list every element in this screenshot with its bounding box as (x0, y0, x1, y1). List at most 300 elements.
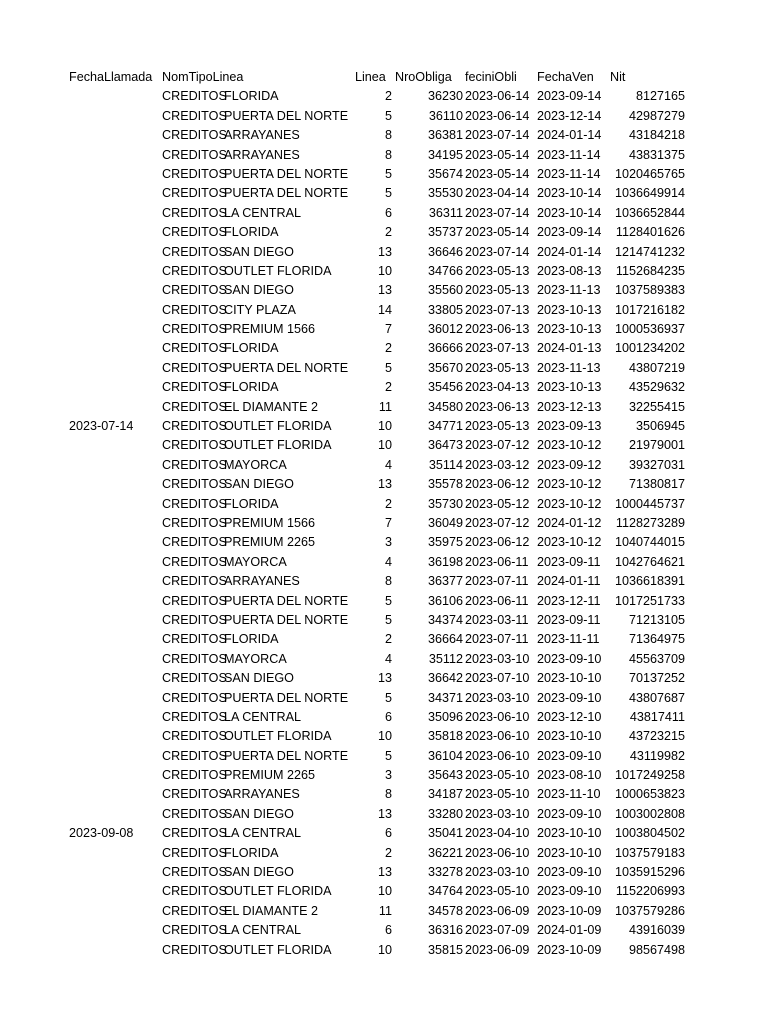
cell-fecini-obli[interactable]: 2023-07-11 (465, 574, 529, 589)
cell-tipo[interactable]: CREDITOS (162, 205, 227, 220)
cell-fecha-ven[interactable]: 2023-09-10 (537, 865, 602, 880)
cell-tipo[interactable]: CREDITOS (162, 438, 227, 453)
cell-nro-obliga[interactable]: 34371 (427, 690, 463, 705)
cell-fecini-obli[interactable]: 2023-05-10 (465, 787, 530, 802)
cell-nit[interactable]: 1214741232 (614, 244, 685, 259)
cell-nombre-linea[interactable]: MAYORCA (224, 554, 287, 569)
cell-fecha-ven[interactable]: 2023-10-14 (537, 205, 602, 220)
cell-linea[interactable]: 5 (384, 748, 392, 763)
cell-tipo[interactable]: CREDITOS (162, 263, 227, 278)
cell-tipo[interactable]: CREDITOS (162, 612, 227, 627)
cell-linea[interactable]: 4 (384, 651, 392, 666)
cell-fecini-obli[interactable]: 2023-04-14 (465, 186, 530, 201)
cell-fecini-obli[interactable]: 2023-03-10 (465, 651, 530, 666)
cell-nro-obliga[interactable]: 36106 (427, 593, 463, 608)
cell-linea[interactable]: 7 (384, 515, 392, 530)
cell-linea[interactable]: 5 (384, 593, 392, 608)
cell-fecha-ven[interactable]: 2024-01-13 (537, 341, 602, 356)
cell-nro-obliga[interactable]: 33280 (427, 806, 463, 821)
cell-tipo[interactable]: CREDITOS (162, 186, 227, 201)
cell-tipo[interactable]: CREDITOS (162, 322, 227, 337)
cell-fecha-ven[interactable]: 2023-09-14 (537, 225, 602, 240)
cell-fecha-ven[interactable]: 2023-11-10 (537, 787, 601, 802)
cell-nombre-linea[interactable]: SAN DIEGO (224, 244, 294, 259)
cell-fecha-ven[interactable]: 2023-11-11 (537, 632, 600, 647)
cell-fecha-ven[interactable]: 2023-10-12 (537, 477, 602, 492)
cell-fecha-ven[interactable]: 2023-09-14 (537, 89, 602, 104)
cell-nro-obliga[interactable]: 36221 (427, 845, 463, 860)
cell-linea[interactable]: 10 (377, 729, 392, 744)
header-fecini-obli[interactable]: feciniObli (465, 70, 517, 84)
cell-nombre-linea[interactable]: PREMIUM 2265 (224, 768, 315, 783)
cell-fecha-ven[interactable]: 2023-12-11 (537, 593, 601, 608)
cell-tipo[interactable]: CREDITOS (162, 225, 227, 240)
cell-linea[interactable]: 10 (377, 438, 392, 453)
cell-nro-obliga[interactable]: 36198 (427, 554, 463, 569)
cell-nro-obliga[interactable]: 36110 (428, 108, 463, 123)
cell-nombre-linea[interactable]: SAN DIEGO (224, 806, 294, 821)
cell-nit[interactable]: 43807219 (628, 360, 685, 375)
cell-fecini-obli[interactable]: 2023-03-11 (465, 612, 529, 627)
cell-fecini-obli[interactable]: 2023-06-12 (465, 535, 530, 550)
cell-linea[interactable]: 5 (384, 690, 392, 705)
cell-nit[interactable]: 1042764621 (614, 554, 685, 569)
cell-fecini-obli[interactable]: 2023-06-14 (465, 108, 530, 123)
cell-linea[interactable]: 4 (384, 457, 392, 472)
cell-fecha-ven[interactable]: 2024-01-12 (537, 515, 602, 530)
cell-nit[interactable]: 43529632 (628, 380, 685, 395)
cell-nombre-linea[interactable]: PREMIUM 1566 (224, 322, 315, 337)
cell-fecini-obli[interactable]: 2023-07-13 (465, 302, 530, 317)
cell-nombre-linea[interactable]: CITY PLAZA (224, 302, 296, 317)
cell-fecha-ven[interactable]: 2023-09-13 (537, 419, 602, 434)
cell-nombre-linea[interactable]: SAN DIEGO (224, 671, 294, 686)
cell-linea[interactable]: 13 (377, 806, 392, 821)
cell-linea[interactable]: 7 (384, 322, 392, 337)
cell-nombre-linea[interactable]: FLORIDA (224, 225, 279, 240)
cell-nombre-linea[interactable]: PUERTA DEL NORTE (224, 108, 349, 123)
cell-nit[interactable]: 1000653823 (614, 787, 685, 802)
cell-fecini-obli[interactable]: 2023-05-13 (465, 360, 530, 375)
cell-fecini-obli[interactable]: 2023-06-10 (465, 709, 530, 724)
cell-nro-obliga[interactable]: 34578 (427, 903, 463, 918)
cell-fecha-ven[interactable]: 2023-09-10 (537, 651, 602, 666)
cell-linea[interactable]: 8 (384, 574, 392, 589)
cell-nro-obliga[interactable]: 35815 (427, 942, 463, 957)
cell-nro-obliga[interactable]: 35114 (428, 457, 463, 472)
cell-nit[interactable]: 1037579183 (614, 845, 685, 860)
cell-nro-obliga[interactable]: 36316 (427, 923, 463, 938)
cell-tipo[interactable]: CREDITOS (162, 341, 227, 356)
cell-fecini-obli[interactable]: 2023-06-12 (465, 477, 530, 492)
cell-fecha-llamada[interactable]: 2023-09-08 (69, 826, 134, 841)
header-fecha-ven[interactable]: FechaVen (537, 70, 594, 84)
cell-nombre-linea[interactable]: FLORIDA (224, 89, 279, 104)
cell-nit[interactable]: 1003002808 (614, 806, 685, 821)
cell-fecini-obli[interactable]: 2023-06-09 (465, 903, 530, 918)
cell-nit[interactable]: 45563709 (628, 651, 685, 666)
cell-nit[interactable]: 71380817 (628, 477, 685, 492)
cell-fecha-ven[interactable]: 2023-08-10 (537, 768, 602, 783)
cell-nombre-linea[interactable]: FLORIDA (224, 496, 279, 511)
cell-nombre-linea[interactable]: PUERTA DEL NORTE (224, 166, 349, 181)
cell-nro-obliga[interactable]: 35041 (427, 826, 463, 841)
cell-fecini-obli[interactable]: 2023-07-10 (465, 671, 530, 686)
cell-nombre-linea[interactable]: PUERTA DEL NORTE (224, 593, 349, 608)
cell-fecini-obli[interactable]: 2023-05-13 (465, 283, 530, 298)
cell-linea[interactable]: 2 (384, 496, 392, 511)
cell-nit[interactable]: 1003804502 (614, 826, 685, 841)
cell-tipo[interactable]: CREDITOS (162, 283, 227, 298)
cell-fecha-ven[interactable]: 2023-10-12 (537, 535, 602, 550)
cell-fecini-obli[interactable]: 2023-07-13 (465, 341, 530, 356)
cell-linea[interactable]: 2 (384, 89, 392, 104)
cell-tipo[interactable]: CREDITOS (162, 865, 227, 880)
cell-fecha-ven[interactable]: 2023-10-10 (537, 729, 602, 744)
cell-fecini-obli[interactable]: 2023-06-13 (465, 399, 530, 414)
cell-nro-obliga[interactable]: 36642 (427, 671, 463, 686)
cell-nit[interactable]: 21979001 (628, 438, 685, 453)
cell-nit[interactable]: 43817411 (629, 709, 685, 724)
cell-fecha-ven[interactable]: 2024-01-09 (537, 923, 602, 938)
cell-fecini-obli[interactable]: 2023-06-10 (465, 729, 530, 744)
cell-nit[interactable]: 43119982 (629, 748, 685, 763)
header-nit[interactable]: Nit (610, 70, 626, 84)
cell-fecha-ven[interactable]: 2023-12-10 (537, 709, 602, 724)
cell-fecini-obli[interactable]: 2023-06-11 (465, 554, 529, 569)
cell-nit[interactable]: 98567498 (628, 942, 685, 957)
cell-nombre-linea[interactable]: FLORIDA (224, 845, 279, 860)
cell-tipo[interactable]: CREDITOS (162, 671, 227, 686)
cell-fecini-obli[interactable]: 2023-03-10 (465, 865, 530, 880)
cell-tipo[interactable]: CREDITOS (162, 419, 227, 434)
cell-linea[interactable]: 2 (384, 632, 392, 647)
cell-tipo[interactable]: CREDITOS (162, 748, 227, 763)
cell-nit[interactable]: 1017251733 (614, 593, 685, 608)
cell-nombre-linea[interactable]: EL DIAMANTE 2 (224, 399, 319, 414)
cell-fecha-ven[interactable]: 2023-12-13 (537, 399, 602, 414)
cell-nombre-linea[interactable]: MAYORCA (224, 651, 287, 666)
cell-fecha-ven[interactable]: 2023-10-09 (537, 903, 602, 918)
cell-tipo[interactable]: CREDITOS (162, 884, 227, 899)
cell-tipo[interactable]: CREDITOS (162, 593, 227, 608)
cell-fecini-obli[interactable]: 2023-03-12 (465, 457, 530, 472)
cell-linea[interactable]: 6 (384, 923, 392, 938)
cell-nro-obliga[interactable]: 35818 (427, 729, 463, 744)
cell-tipo[interactable]: CREDITOS (162, 166, 227, 181)
cell-nombre-linea[interactable]: OUTLET FLORIDA (224, 942, 332, 957)
cell-linea[interactable]: 4 (384, 554, 392, 569)
cell-nro-obliga[interactable]: 36473 (427, 438, 463, 453)
cell-tipo[interactable]: CREDITOS (162, 729, 227, 744)
cell-fecha-ven[interactable]: 2024-01-14 (537, 244, 602, 259)
cell-nit[interactable]: 71364975 (628, 632, 685, 647)
cell-nit[interactable]: 3506945 (635, 419, 685, 434)
cell-fecini-obli[interactable]: 2023-07-14 (465, 128, 530, 143)
cell-nit[interactable]: 43831375 (628, 147, 685, 162)
cell-nit[interactable]: 1036652844 (614, 205, 685, 220)
cell-nombre-linea[interactable]: SAN DIEGO (224, 283, 294, 298)
cell-fecha-ven[interactable]: 2023-08-13 (537, 263, 602, 278)
cell-nombre-linea[interactable]: FLORIDA (224, 380, 279, 395)
cell-nombre-linea[interactable]: LA CENTRAL (224, 923, 301, 938)
cell-linea[interactable]: 2 (384, 845, 392, 860)
cell-nro-obliga[interactable]: 35112 (428, 651, 463, 666)
cell-fecha-ven[interactable]: 2024-01-14 (537, 128, 602, 143)
cell-nombre-linea[interactable]: PUERTA DEL NORTE (224, 360, 349, 375)
cell-fecha-ven[interactable]: 2023-10-13 (537, 322, 602, 337)
cell-nro-obliga[interactable]: 35643 (427, 768, 463, 783)
cell-nit[interactable]: 1020465765 (614, 166, 685, 181)
cell-tipo[interactable]: CREDITOS (162, 244, 227, 259)
cell-tipo[interactable]: CREDITOS (162, 302, 227, 317)
cell-nit[interactable]: 71213105 (628, 612, 685, 627)
cell-fecini-obli[interactable]: 2023-05-10 (465, 884, 530, 899)
cell-nro-obliga[interactable]: 35456 (427, 380, 463, 395)
cell-fecini-obli[interactable]: 2023-05-10 (465, 768, 530, 783)
cell-nro-obliga[interactable]: 36377 (427, 574, 463, 589)
cell-linea[interactable]: 13 (377, 283, 392, 298)
header-nom-tipo-linea[interactable]: NomTipoLinea (162, 70, 244, 84)
cell-fecha-ven[interactable]: 2023-09-10 (537, 884, 602, 899)
cell-nit[interactable]: 43916039 (628, 923, 685, 938)
cell-linea[interactable]: 10 (377, 263, 392, 278)
cell-fecha-ven[interactable]: 2023-11-13 (537, 283, 601, 298)
cell-nit[interactable]: 1036618391 (614, 574, 685, 589)
cell-fecini-obli[interactable]: 2023-03-10 (465, 690, 530, 705)
cell-tipo[interactable]: CREDITOS (162, 380, 227, 395)
cell-tipo[interactable]: CREDITOS (162, 845, 227, 860)
cell-fecini-obli[interactable]: 2023-06-10 (465, 845, 530, 860)
cell-linea[interactable]: 11 (378, 903, 392, 918)
cell-nit[interactable]: 1035915296 (614, 865, 685, 880)
cell-nit[interactable]: 1037579286 (614, 903, 685, 918)
cell-nombre-linea[interactable]: OUTLET FLORIDA (224, 884, 332, 899)
cell-fecha-ven[interactable]: 2024-01-11 (537, 574, 601, 589)
cell-nit[interactable]: 1037589383 (614, 283, 685, 298)
cell-nombre-linea[interactable]: PREMIUM 2265 (224, 535, 315, 550)
cell-fecha-ven[interactable]: 2023-09-10 (537, 806, 602, 821)
cell-linea[interactable]: 5 (384, 612, 392, 627)
cell-nro-obliga[interactable]: 34766 (427, 263, 463, 278)
cell-nro-obliga[interactable]: 33278 (427, 865, 463, 880)
cell-nro-obliga[interactable]: 35737 (427, 225, 463, 240)
cell-nro-obliga[interactable]: 34187 (427, 787, 463, 802)
cell-nombre-linea[interactable]: FLORIDA (224, 341, 279, 356)
cell-fecha-ven[interactable]: 2023-10-12 (537, 496, 602, 511)
cell-fecini-obli[interactable]: 2023-05-14 (465, 225, 530, 240)
cell-nombre-linea[interactable]: ARRAYANES (224, 574, 300, 589)
cell-fecini-obli[interactable]: 2023-07-12 (465, 515, 530, 530)
cell-nit[interactable]: 1040744015 (614, 535, 685, 550)
cell-nit[interactable]: 43184218 (628, 128, 685, 143)
cell-fecini-obli[interactable]: 2023-04-13 (465, 380, 530, 395)
cell-fecha-ven[interactable]: 2023-10-13 (537, 380, 602, 395)
cell-nombre-linea[interactable]: ARRAYANES (224, 787, 300, 802)
cell-tipo[interactable]: CREDITOS (162, 108, 227, 123)
cell-tipo[interactable]: CREDITOS (162, 806, 227, 821)
cell-tipo[interactable]: CREDITOS (162, 709, 227, 724)
cell-tipo[interactable]: CREDITOS (162, 554, 227, 569)
cell-tipo[interactable]: CREDITOS (162, 399, 227, 414)
cell-linea[interactable]: 2 (384, 380, 392, 395)
cell-fecini-obli[interactable]: 2023-05-14 (465, 147, 530, 162)
cell-tipo[interactable]: CREDITOS (162, 768, 227, 783)
cell-nombre-linea[interactable]: FLORIDA (224, 632, 279, 647)
cell-tipo[interactable]: CREDITOS (162, 903, 227, 918)
cell-nro-obliga[interactable]: 33805 (427, 302, 463, 317)
cell-linea[interactable]: 13 (377, 477, 392, 492)
cell-linea[interactable]: 6 (384, 709, 392, 724)
cell-nro-obliga[interactable]: 35975 (427, 535, 463, 550)
cell-linea[interactable]: 5 (384, 360, 392, 375)
cell-fecini-obli[interactable]: 2023-05-12 (465, 496, 530, 511)
cell-fecha-ven[interactable]: 2023-09-12 (537, 457, 602, 472)
cell-nombre-linea[interactable]: PREMIUM 1566 (224, 515, 315, 530)
cell-nro-obliga[interactable]: 34195 (427, 147, 463, 162)
cell-tipo[interactable]: CREDITOS (162, 942, 227, 957)
cell-fecha-ven[interactable]: 2023-11-14 (537, 147, 601, 162)
cell-fecha-ven[interactable]: 2023-10-14 (537, 186, 602, 201)
cell-tipo[interactable]: CREDITOS (162, 360, 227, 375)
cell-nombre-linea[interactable]: MAYORCA (224, 457, 287, 472)
cell-nit[interactable]: 1017216182 (614, 302, 685, 317)
cell-nombre-linea[interactable]: ARRAYANES (224, 147, 300, 162)
cell-nro-obliga[interactable]: 36664 (427, 632, 463, 647)
cell-nro-obliga[interactable]: 35670 (427, 360, 463, 375)
cell-fecha-llamada[interactable]: 2023-07-14 (69, 419, 134, 434)
cell-linea[interactable]: 10 (377, 942, 392, 957)
cell-nro-obliga[interactable]: 36230 (427, 89, 463, 104)
cell-tipo[interactable]: CREDITOS (162, 632, 227, 647)
cell-fecini-obli[interactable]: 2023-07-12 (465, 438, 530, 453)
cell-linea[interactable]: 5 (384, 108, 392, 123)
cell-nombre-linea[interactable]: OUTLET FLORIDA (224, 419, 332, 434)
cell-fecini-obli[interactable]: 2023-06-14 (465, 89, 530, 104)
cell-linea[interactable]: 6 (384, 205, 392, 220)
header-linea[interactable]: Linea (355, 70, 386, 84)
cell-nit[interactable]: 42987279 (628, 108, 685, 123)
cell-linea[interactable]: 14 (377, 302, 392, 317)
cell-nombre-linea[interactable]: EL DIAMANTE 2 (224, 903, 319, 918)
cell-fecha-ven[interactable]: 2023-09-11 (537, 612, 601, 627)
cell-tipo[interactable]: CREDITOS (162, 651, 227, 666)
cell-linea[interactable]: 3 (384, 535, 392, 550)
cell-tipo[interactable]: CREDITOS (162, 147, 227, 162)
cell-nombre-linea[interactable]: SAN DIEGO (224, 865, 294, 880)
cell-nit[interactable]: 39327031 (628, 457, 685, 472)
cell-linea[interactable]: 13 (377, 865, 392, 880)
cell-fecini-obli[interactable]: 2023-04-10 (465, 826, 530, 841)
cell-nit[interactable]: 43807687 (628, 690, 685, 705)
cell-nit[interactable]: 1000445737 (614, 496, 685, 511)
cell-nombre-linea[interactable]: LA CENTRAL (224, 826, 301, 841)
cell-fecha-ven[interactable]: 2023-10-10 (537, 845, 602, 860)
cell-fecini-obli[interactable]: 2023-07-14 (465, 205, 530, 220)
cell-nro-obliga[interactable]: 36012 (427, 322, 463, 337)
cell-tipo[interactable]: CREDITOS (162, 515, 227, 530)
cell-nro-obliga[interactable]: 36104 (427, 748, 463, 763)
cell-tipo[interactable]: CREDITOS (162, 89, 227, 104)
cell-linea[interactable]: 3 (384, 768, 392, 783)
cell-nro-obliga[interactable]: 34764 (427, 884, 463, 899)
cell-linea[interactable]: 8 (384, 128, 392, 143)
cell-nit[interactable]: 1128401626 (615, 225, 685, 240)
cell-nit[interactable]: 43723215 (628, 729, 685, 744)
cell-nit[interactable]: 1036649914 (614, 186, 685, 201)
cell-tipo[interactable]: CREDITOS (162, 574, 227, 589)
cell-nit[interactable]: 1128273289 (615, 515, 685, 530)
cell-tipo[interactable]: CREDITOS (162, 128, 227, 143)
cell-fecini-obli[interactable]: 2023-07-09 (465, 923, 530, 938)
cell-nombre-linea[interactable]: OUTLET FLORIDA (224, 729, 332, 744)
cell-fecini-obli[interactable]: 2023-05-14 (465, 166, 530, 181)
cell-nro-obliga[interactable]: 35674 (427, 166, 463, 181)
cell-fecini-obli[interactable]: 2023-06-10 (465, 748, 530, 763)
cell-fecha-ven[interactable]: 2023-09-10 (537, 748, 602, 763)
cell-nombre-linea[interactable]: LA CENTRAL (224, 709, 301, 724)
cell-fecha-ven[interactable]: 2023-11-13 (537, 360, 601, 375)
cell-nombre-linea[interactable]: OUTLET FLORIDA (224, 263, 332, 278)
cell-nro-obliga[interactable]: 35096 (427, 709, 463, 724)
cell-fecha-ven[interactable]: 2023-10-13 (537, 302, 602, 317)
cell-linea[interactable]: 10 (377, 884, 392, 899)
cell-fecha-ven[interactable]: 2023-11-14 (537, 166, 601, 181)
cell-tipo[interactable]: CREDITOS (162, 826, 227, 841)
cell-fecini-obli[interactable]: 2023-07-14 (465, 244, 530, 259)
cell-fecini-obli[interactable]: 2023-07-11 (465, 632, 529, 647)
cell-nit[interactable]: 8127165 (635, 89, 685, 104)
cell-fecha-ven[interactable]: 2023-12-14 (537, 108, 602, 123)
header-nro-obliga[interactable]: NroObliga (395, 70, 452, 84)
cell-nro-obliga[interactable]: 36049 (427, 515, 463, 530)
cell-tipo[interactable]: CREDITOS (162, 477, 227, 492)
cell-linea[interactable]: 8 (384, 147, 392, 162)
cell-linea[interactable]: 6 (384, 826, 392, 841)
cell-nit[interactable]: 1152206993 (615, 884, 685, 899)
cell-nombre-linea[interactable]: OUTLET FLORIDA (224, 438, 332, 453)
cell-nro-obliga[interactable]: 35530 (427, 186, 463, 201)
cell-fecha-ven[interactable]: 2023-10-12 (537, 438, 602, 453)
cell-fecini-obli[interactable]: 2023-06-13 (465, 322, 530, 337)
cell-linea[interactable]: 5 (384, 186, 392, 201)
cell-nro-obliga[interactable]: 36646 (427, 244, 463, 259)
cell-linea[interactable]: 5 (384, 166, 392, 181)
cell-fecini-obli[interactable]: 2023-05-13 (465, 263, 530, 278)
cell-nit[interactable]: 1017249258 (614, 768, 685, 783)
cell-fecha-ven[interactable]: 2023-10-10 (537, 671, 602, 686)
cell-nit[interactable]: 70137252 (628, 671, 685, 686)
cell-nro-obliga[interactable]: 34771 (427, 419, 463, 434)
cell-nombre-linea[interactable]: PUERTA DEL NORTE (224, 748, 349, 763)
cell-fecha-ven[interactable]: 2023-09-10 (537, 690, 602, 705)
cell-tipo[interactable]: CREDITOS (162, 923, 227, 938)
cell-linea[interactable]: 13 (377, 244, 392, 259)
cell-fecini-obli[interactable]: 2023-05-13 (465, 419, 530, 434)
cell-nit[interactable]: 32255415 (628, 399, 685, 414)
cell-linea[interactable]: 11 (378, 399, 392, 414)
cell-nombre-linea[interactable]: PUERTA DEL NORTE (224, 612, 349, 627)
cell-fecha-ven[interactable]: 2023-10-10 (537, 826, 602, 841)
cell-nro-obliga[interactable]: 35730 (427, 496, 463, 511)
cell-tipo[interactable]: CREDITOS (162, 690, 227, 705)
cell-fecha-ven[interactable]: 2023-09-11 (537, 554, 601, 569)
cell-tipo[interactable]: CREDITOS (162, 535, 227, 550)
cell-linea[interactable]: 13 (377, 671, 392, 686)
cell-fecini-obli[interactable]: 2023-06-09 (465, 942, 530, 957)
cell-nombre-linea[interactable]: ARRAYANES (224, 128, 300, 143)
cell-linea[interactable]: 10 (377, 419, 392, 434)
